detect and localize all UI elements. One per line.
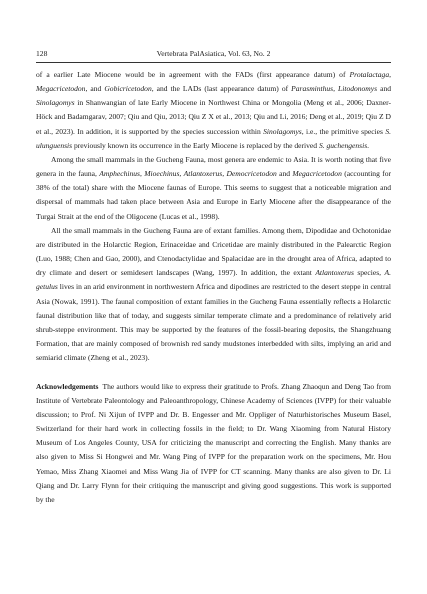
journal-title: Vertebrata PalAsiatica, Vol. 63, No. 2 [156,49,271,58]
text-run: , [389,70,391,79]
text-run: lives in an arid environment in northwestern Africa and dipodines are restricted to the desert steppe in central Asia (Nowak, 1991). The faunal composition of extant families in the Gucheng Fauna essentially reflects a Holarctic faunal distribution like that of today, and suggests similar temperate climate and a predominance of relatively arid shrub-steppe environment. This may be supported by the features of the fossil-bearing deposits, the Shangzhuang Formation, that are mainly composed of brownish red sandy mudstones interbedded with silts, implying an arid and semiarid climate (Zheng et al., 2023). [36,282,391,363]
page-number: 128 [36,49,48,58]
text-run: , [222,169,227,179]
article-body [36,68,391,507]
text-run: . [367,140,370,150]
text-run: All the small mammals in the Gucheng Fauna are of extant families. Among them, Dipodidae and Ochotonidae are distributed in the Holarctic Region, Erinaceidae and Cricetidae are mainly distributed in the Palearctic Region (Luo, 1988; Chen and Gao, 2000), and Ctenodactylidae and Spalacidae are in the drought area of Africa, adapted to dry climate and desert or semidesert landscapes (Wang, 1997). In addition, the extant [36,225,391,278]
taxon-name: A. getulus [36,268,391,292]
taxon-name: Atlantoxerus [315,268,354,278]
running-header [36,48,391,60]
taxon-name: Protalactaga [349,70,390,79]
paragraph-discussion-3 [36,224,391,366]
text-run: previously known its occurrence in the Early Miocene is replaced by the derived [72,140,319,150]
taxon-name: Sinolagomys [263,126,302,136]
text-run: Among the small mammals in the Gucheng Fauna, most genera are endemic to Asia. It is worth noting that five genera in the fauna, [36,154,391,179]
section-gap [36,365,391,379]
text-run: , [333,84,339,94]
text-run: and [377,84,391,94]
taxon-name: Mioechinus [144,169,180,179]
text-run: species, [353,268,385,278]
taxon-name: Atlantoxerus [183,169,223,179]
text-run: (accounting for 38% of the total) share with the Miocene faunas of Europe. This seems to suggest that a noticeable migration and dispersal of mammals had taken place between Asia and Europe in Early Miocene after the disappearance of the Turgai Strait at the end of the Oligocene (Lucas et al., 1998). [36,169,391,221]
text-run: in Shanwangian of late Early Miocene in Northwest China or Mongolia (Meng et al., 2006; Daxner-Höck and Badamgarav, 2007; Qiu and Qiu, 2013; Qiu Z X et al., 2013; Qiu and Li, 2016; Deng et al., 2019; Qiu Z D et al., 2023). In addition, it is supported by the species succession within [36,98,391,136]
text-run: , i.e., the primitive species [301,126,386,136]
acknowledgements-paragraph [36,380,391,507]
taxon-name: Megacricetodon [36,84,86,94]
text-run: , and [85,84,105,94]
taxon-name: Litodonomys [338,84,378,94]
text-run: , [139,169,145,179]
taxon-name: S. ulunguensis [36,126,391,150]
taxon-name: Amphechinus [99,169,140,179]
taxon-name: Gobicricetodon [104,84,152,94]
taxon-name: Sinolagomys [36,98,75,108]
acknowledgements-text: The authors would like to express their gratitude to Profs. Zhang Zhaoqun and Deng Tao from Institute of Vertebrate Paleontology and Paleoanthropology, Chinese Academy of Sciences (IVPP) for their valuable discussion; to Prof. Ni Xijun of IVPP and Dr. B. Engesser and Mr. Oppliger of Naturhistorisches Museum Basel, Switzerland for their hard work in collecting fossils in the field; to Dr. Wang Xiaoming from Natural History Museum of Los Angeles County, USA for criticizing the manuscript and correcting the English. Many thanks are also given to Miss Si Hongwei and Mr. Wang Ping of IVPP for the preparation work on the specimens, Mr. Hou Yemao, Miss Zhang Xiaomei and Miss Wang Jia of IVPP for CT scanning. Many thanks are also given to Dr. Li Qiang and Dr. Larry Flynn for their critiquing the manuscript and giving good suggestions. This work is supported by the [36,381,391,504]
paragraph-discussion-2 [36,153,391,224]
paragraph-discussion-1 [36,68,391,153]
text-run: and [276,169,293,179]
text-run: , and the LADs (last appearance datum) of [151,84,292,94]
taxon-name: S. guchengensis [318,140,368,150]
taxon-name: Democricetodon [226,169,277,179]
acknowledgements-heading: Acknowledgements [36,381,99,391]
text-run: , [179,169,184,179]
header-rule [36,62,391,63]
taxon-name: Megacricetodon [292,169,342,179]
text-run: of a earlier Late Miocene would be in agreement with the FADs (first appearance datum) of [36,70,350,79]
taxon-name: Parasminthus [291,84,334,94]
